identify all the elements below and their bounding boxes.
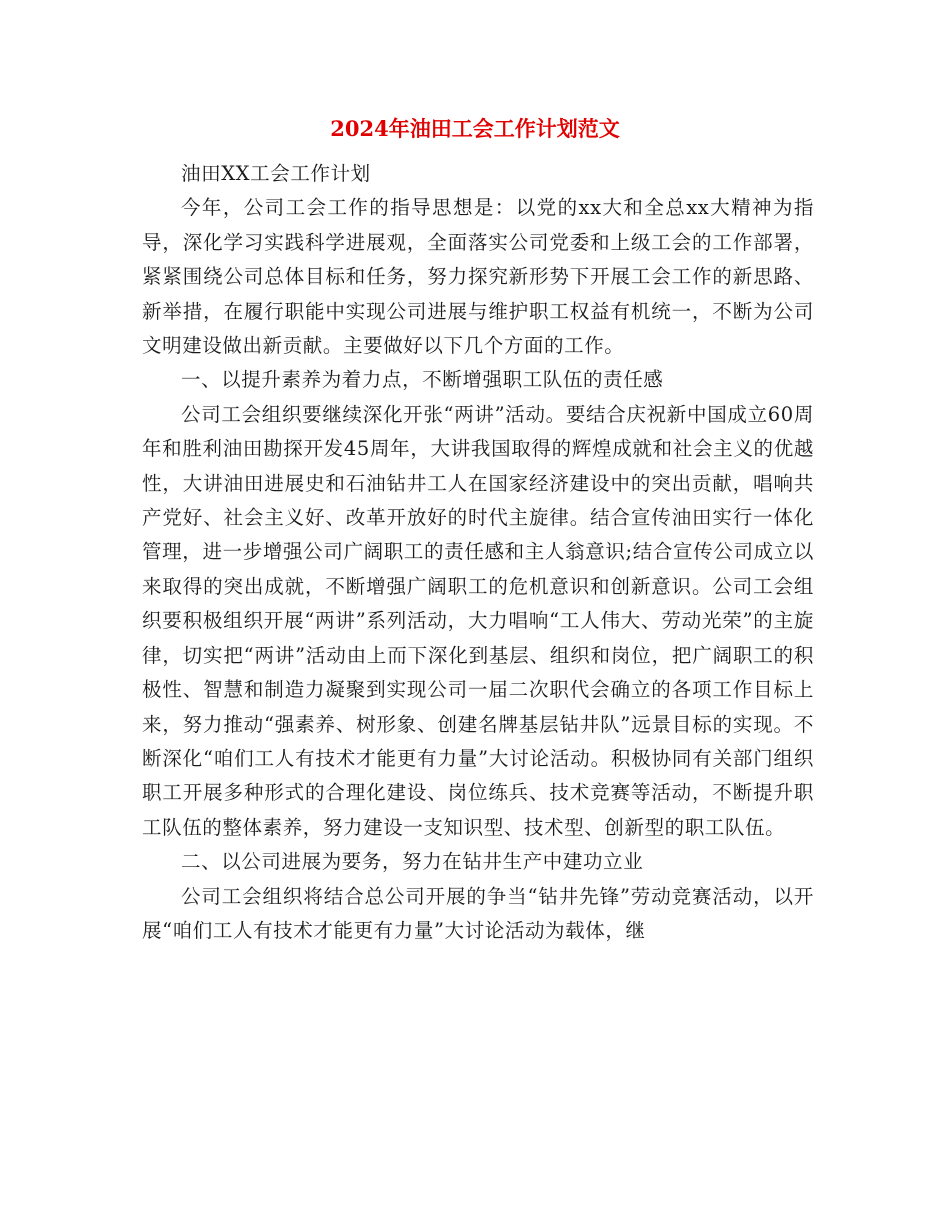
section-heading-1: 一、以提升素养为着力点，不断增强职工队伍的责任感 [181,368,664,392]
document-title: 2024年油田工会工作计划范文 [330,116,620,141]
document-body [142,157,814,948]
paragraph-section-1: 公司工会组织要继续深化开张“两讲”活动。要结合庆祝新中国成立60周年和胜利油田勘探开发45周年，大讲我国取得的辉煌成就和社会主义的优越性，大讲油田进展史和石油钻井工人在国家经济建设中的突出贡献，唱响共产党好、社会主义好、改革开放好的时代主旋律。结合宣传油田实行一体化管理，进一步增强公司广阔职工的责任感和主人翁意识;结合宣传公司成立以来取得的突出成就，不断增强广阔职工的危机意识和创新意识。公司工会组织要积极组织开展“两讲”系列活动，大力唱响“工人伟大、劳动光荣”的主旋律，切实把“两讲”活动由上而下深化到基层、组织和岗位，把广阔职工的积极性、智慧和制造力凝聚到实现公司一届二次职代会确立的各项工作目标上来，努力推动“强素养、树形象、创建名牌基层钻井队”远景目标的实现。不断深化“咱们工人有技术才能更有力量”大讨论活动。积极协同有关部门组织职工开展多种形式的合理化建设、岗位练兵、技术竞赛等活动，不断提升职工队伍的整体素养，努力建设一支知识型、技术型、创新型的职工队伍。 [142,402,814,839]
paragraph-intro: 今年，公司工会工作的指导思想是：以党的xx大和全总xx大精神为指导，深化学习实践科学进展观，全面落实公司党委和上级工会的工作部署，紧紧围绕公司总体目标和任务，努力探究新形势下开展工会工作的新思路、新举措，在履行职能中实现公司进展与维护职工权益有机统一，不断为公司文明建设做出新贡献。主要做好以下几个方面的工作。 [142,196,814,358]
paragraph-section-2: 公司工会组织将结合总公司开展的争当“钻井先锋”劳动竞赛活动，以开展“咱们工人有技术才能更有力量”大讨论活动为载体，继 [142,884,814,942]
section-heading-2: 二、以公司进展为要务，努力在钻井生产中建功立业 [181,850,644,874]
paragraph-subtitle: 油田XX工会工作计划 [181,162,371,185]
